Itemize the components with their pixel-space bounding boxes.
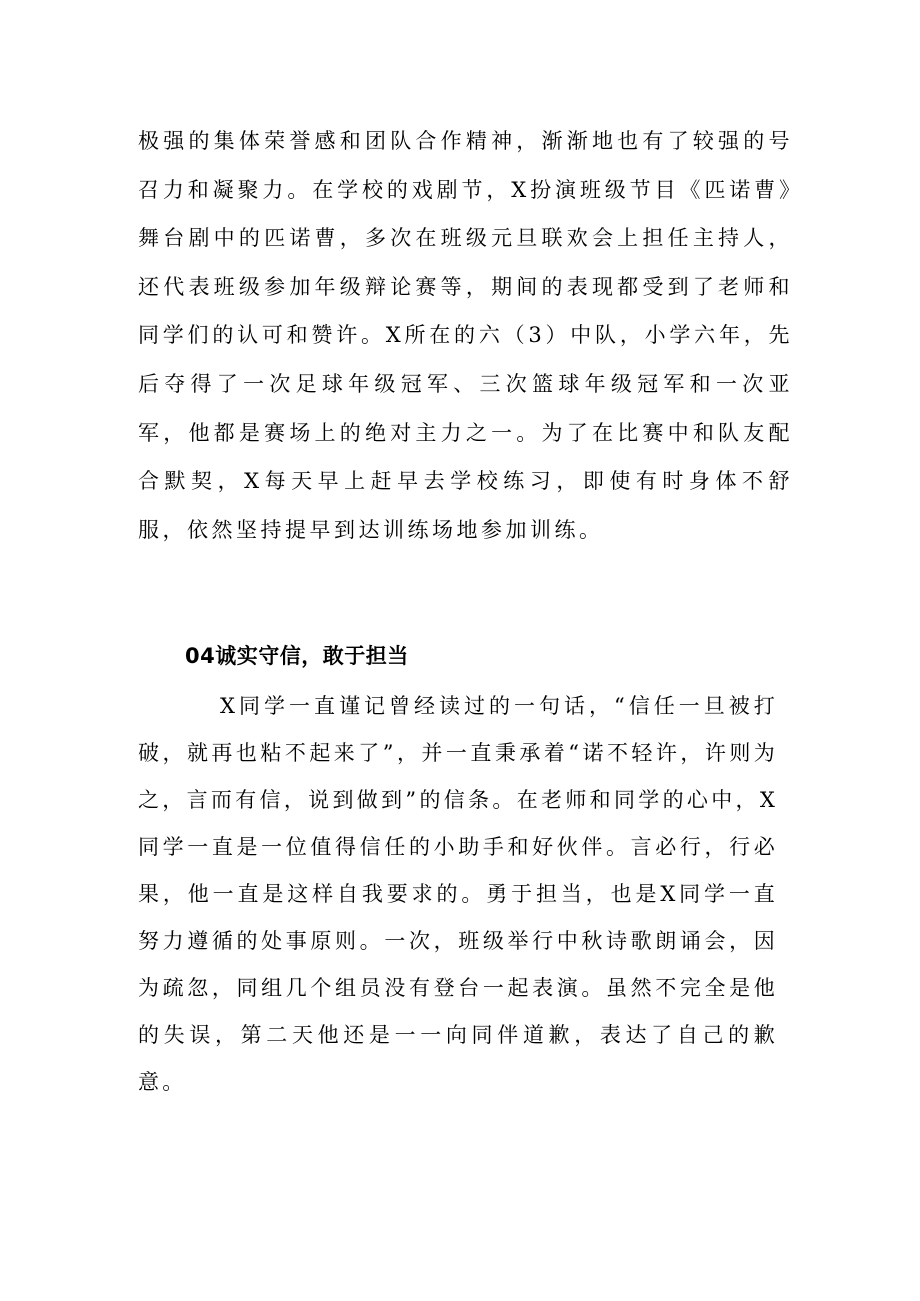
section-heading: 04诚实守信，敢于担当 [185,644,409,668]
body-paragraph-1: 极强的集体荣誉感和团队合作精神，渐渐地也有了较强的号召力和凝聚力。在学校的戏剧节，X扮演班级节目《匹诺曹》舞台剧中的匹诺曹，多次在班级元旦联欢会上担任主持人，还代表班级参加年级辩论赛等，期间的表现都受到了老师和同学们的认可和赞许。X所在的六（3）中队，小学六年，先后夺得了一次足球年级冠军、三次篮球年级冠军和一次亚军，他都是赛场上的绝对主力之一。为了在比赛中和队友配合默契，X每天早上赶早去学校练习，即使有时身体不舒服，依然坚持提早到达训练场地参加训练。 [138,129,793,542]
body-paragraph-2: X同学一直谨记曾经读过的一句话，“信任一旦被打破，就再也粘不起来了”，并一直秉承着“诺不轻许，许则为之，言而有信，说到做到”的信条。在老师和同学的心中，X同学一直是一位值得信任的小助手和好伙伴。言必行，行必果，他一直是这样自我要求的。勇于担当，也是X同学一直努力遵循的处事原则。一次，班级举行中秋诗歌朗诵会，因为疏忽，同组几个组员没有登台一起表演。虽然不完全是他的失误，第二天他还是一一向同伴道歉，表达了自己的歉意。 [138,694,778,1094]
